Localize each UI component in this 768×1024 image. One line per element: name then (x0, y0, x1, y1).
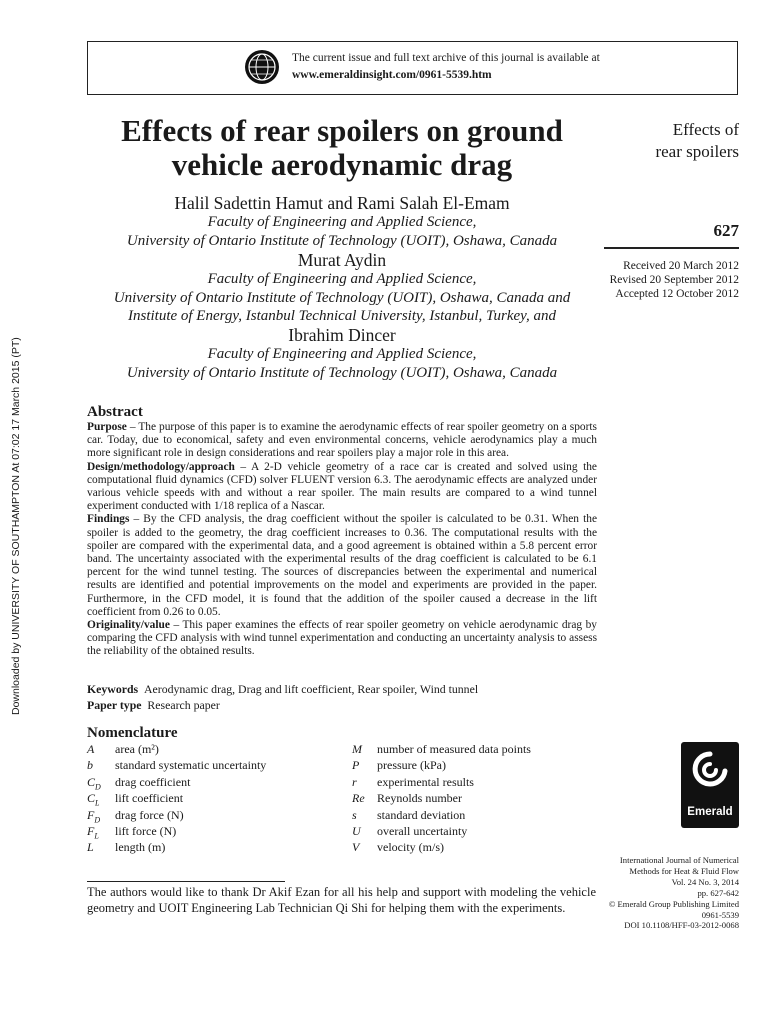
nomenclature-definition: Reynolds number (377, 791, 462, 806)
page-number: 627 (713, 221, 739, 240)
journal-header-box (87, 41, 738, 95)
download-watermark: Downloaded by UNIVERSITY OF SOUTHAMPTON At 07:02 17 March 2015 (PT) (10, 337, 22, 715)
divider-rule (604, 247, 739, 249)
accepted-date: Accepted 12 October 2012 (615, 288, 739, 300)
abstract-purpose (87, 421, 597, 461)
nomenclature-definition: area (m²) (115, 742, 159, 756)
nomenclature-definition: lift force (N) (115, 824, 177, 838)
affiliation-line: University of Ontario Institute of Technology (UOIT), Oshawa, Canada (126, 233, 558, 249)
affiliation-line: Faculty of Engineering and Applied Science, (207, 271, 477, 287)
nomenclature-row (87, 774, 191, 792)
nomenclature-row (87, 824, 177, 841)
nomenclature-definition: standard systematic uncertainty (115, 758, 267, 773)
author-names-1: Halil Sadettin Hamut and Rami Salah El-Emam (174, 193, 510, 213)
submission-dates (600, 259, 739, 301)
received-date: Received 20 March 2012 (623, 260, 739, 272)
section-label: Design/methodology/approach (87, 460, 235, 473)
nomenclature-symbol: $F_D$ (87, 807, 101, 824)
affiliation-line: Institute of Energy, Istanbul Technical University, Istanbul, Turkey, and (127, 308, 557, 324)
nomenclature-symbol: $F_L$ (87, 824, 99, 841)
abstract-design (87, 461, 597, 514)
nomenclature-symbol: $C_D$ (87, 774, 101, 792)
nomenclature-heading: Nomenclature (87, 725, 178, 741)
abstract-body (87, 421, 597, 659)
nomenclature-symbol: M (352, 742, 362, 756)
author-names-3: Ibrahim Dincer (288, 325, 396, 345)
nomenclature-symbol: b (87, 758, 93, 773)
running-head (600, 119, 739, 163)
section-text: – By the CFD analysis, the drag coefficient without the spoiler is calculated to be 0.31. When the spoiler is added to the geometry, the drag coefficient increases to 0.36. The computational results with the spoiler are compared with the experimental data, and a good agreement is obtained within a 5.8 percent error band. The uncertainty associated with the experimental results of the drag coefficient is calculated to be 6.1 percent for the wind tunnel testing. The sources of discrepancies between the experimental and numerical results are identified and potential improvements on the model and experiments are provided in the paper. Furthermore, in the CFD model, it is found that the addition of the spoiler caused a decrease in the lift coefficient from 0.26 to 0.05. (87, 513, 597, 618)
footnote-rule (87, 881, 285, 882)
keywords-label: Keywords (87, 682, 139, 696)
nomenclature-symbol: A (87, 742, 95, 756)
nomenclature-symbol: V (352, 840, 360, 855)
nomenclature-symbol: r (352, 774, 357, 789)
nomenclature-row (87, 742, 159, 758)
paper-type-label: Paper type (87, 698, 142, 712)
paper-type-text: Research paper (147, 698, 220, 712)
section-label: Originality/value (87, 619, 170, 632)
journal-info-line: © Emerald Group Publishing Limited (608, 898, 739, 909)
nomenclature-row (352, 774, 474, 791)
section-text: – The purpose of this paper is to examine the aerodynamic effects of rear spoiler geometry on a sports car. Today, due to economical, safety and even environmental concerns, vehicle aerodynamics play a much more significant role in design considerations and rear spoilers play a major role in this area. (87, 421, 597, 460)
logo-label: Emerald (687, 806, 733, 818)
nomenclature-row (352, 742, 531, 758)
journal-info-line: Vol. 24 No. 3, 2014 (671, 876, 739, 887)
header-url-link[interactable]: www.emeraldinsight.com/0961-5539.htm (292, 69, 492, 81)
nomenclature-row (352, 758, 446, 774)
nomenclature-definition: pressure (kPa) (377, 758, 446, 773)
abstract-heading: Abstract (87, 404, 143, 420)
running-head-line: Effects of (672, 120, 739, 139)
nomenclature-row (87, 840, 166, 856)
nomenclature-row (352, 791, 462, 807)
nomenclature-definition: number of measured data points (377, 742, 531, 756)
section-label: Purpose (87, 421, 127, 433)
nomenclature-right-column (352, 742, 592, 862)
header-availability-text: The current issue and full text archive of this journal is available at (292, 52, 600, 64)
keywords-text: Aerodynamic drag, Drag and lift coefficient, Rear spoiler, Wind tunnel (144, 682, 479, 696)
nomenclature-definition: experimental results (377, 774, 474, 789)
nomenclature-row (87, 758, 267, 774)
abstract-originality (87, 619, 597, 659)
nomenclature-row (352, 840, 444, 856)
section-label: Findings (87, 513, 130, 526)
affiliation-line: University of Ontario Institute of Technology (UOIT), Oshawa, Canada and (113, 290, 571, 306)
section-text: – A 2-D vehicle geometry of a race car is created and solved using the computational fluid dynamics (CFD) solver FLUENT version 6.3. The aerodynamic effects are analyzed under various vehicle speeds with and without a rear spoiler. The main results are compared to a wind tunnel experiment conducted with 1/18 replica of a Nascar. (87, 460, 597, 513)
nomenclature-definition: velocity (m/s) (377, 840, 444, 855)
nomenclature-row (352, 824, 468, 840)
journal-info-line: pp. 627-642 (697, 887, 739, 898)
nomenclature-symbol: s (352, 807, 357, 822)
nomenclature-row (352, 807, 466, 824)
nomenclature-left-column (87, 742, 337, 862)
journal-info-line: International Journal of Numerical (619, 855, 739, 865)
author-names-2: Murat Aydin (297, 250, 387, 270)
nomenclature-symbol: Re (352, 791, 365, 806)
nomenclature-symbol: L (87, 840, 94, 855)
nomenclature-row (87, 791, 184, 808)
running-head-line: rear spoilers (655, 142, 739, 161)
section-text: – This paper examines the effects of rear spoiler geometry on vehicle aerodynamic drag by comparing the CFD analysis with wind tunnel experimentation and conducting an uncertainty analysis to assess the reliability of the obtained results. (87, 619, 597, 658)
journal-info-line: DOI 10.1108/HFF-03-2012-0068 (624, 920, 739, 931)
revised-date: Revised 20 September 2012 (609, 274, 739, 286)
journal-info-line: 0961-5539 (701, 909, 739, 920)
nomenclature-definition: standard deviation (377, 807, 466, 822)
abstract-findings (87, 513, 597, 619)
nomenclature-definition: length (m) (115, 840, 166, 855)
affiliation-line: Faculty of Engineering and Applied Science, (207, 214, 477, 230)
paper-type (87, 698, 220, 713)
paper-title: Effects of rear spoilers on ground vehicle aerodynamic drag (121, 113, 563, 182)
nomenclature-definition: drag coefficient (115, 774, 191, 789)
keywords (87, 682, 478, 697)
nomenclature-symbol: $C_L$ (87, 791, 100, 808)
nomenclature-definition: lift coefficient (115, 791, 184, 806)
nomenclature-symbol: P (352, 758, 360, 773)
nomenclature-symbol: U (352, 824, 361, 838)
affiliation-line: Faculty of Engineering and Applied Science, (207, 346, 477, 362)
globe-icon (245, 50, 279, 84)
nomenclature-definition: drag force (N) (115, 807, 184, 822)
nomenclature-row (87, 807, 184, 824)
affiliation-line: University of Ontario Institute of Technology (UOIT), Oshawa, Canada (126, 365, 558, 381)
acknowledgement-footnote: The authors would like to thank Dr Akif Ezan for all his help and support with modeling the vehicle geometry and UOIT Engineering Lab Technician Qi Shi for helping them with the experiments. (87, 885, 596, 915)
journal-info-line: Methods for Heat & Fluid Flow (629, 865, 739, 876)
nomenclature-definition: overall uncertainty (377, 824, 468, 838)
